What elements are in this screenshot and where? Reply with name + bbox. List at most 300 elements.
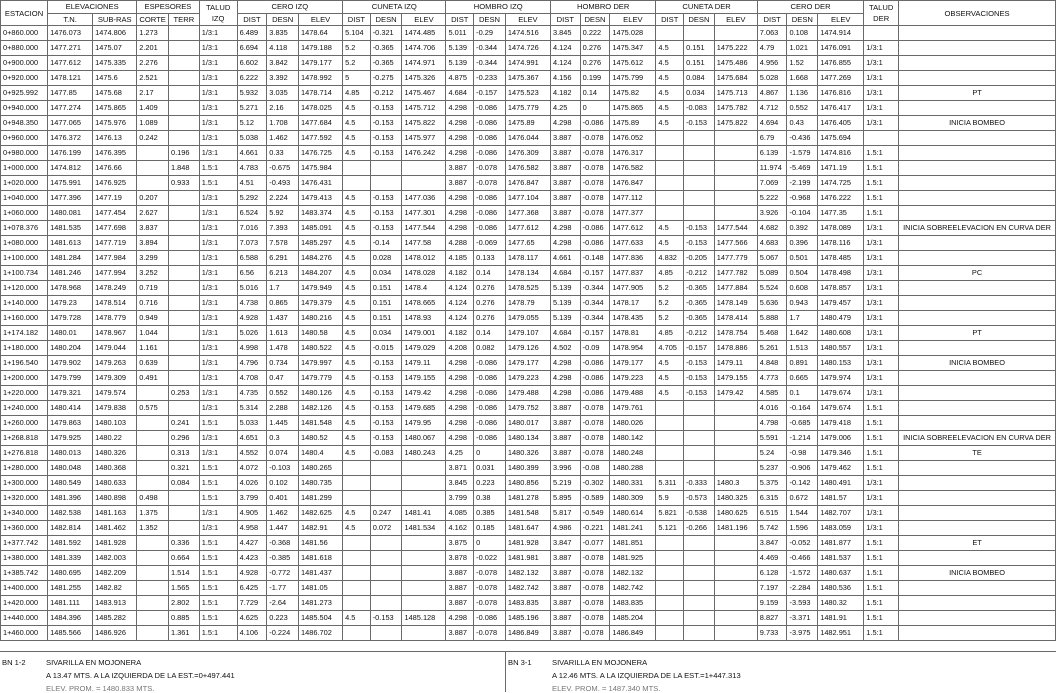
table-cell: 0.034 [370,266,402,281]
table-cell: 6.139 [757,146,787,161]
table-cell: 1476.073 [48,26,93,41]
col-desn: DESN [267,13,299,26]
table-cell: 4.298 [446,131,474,146]
table-cell: 1+377.742 [1,536,48,551]
table-cell: 1477.544 [402,221,446,236]
table-cell: 1.5:1 [864,161,899,176]
table-cell: 5.026 [237,326,267,341]
table-cell: 1477.58 [402,236,446,251]
table-cell: 3.887 [446,176,474,191]
table-cell: 1475.6 [93,71,137,86]
table-cell: 1+400.000 [1,581,48,596]
table-row [1,461,1056,476]
table-cell: 1477.592 [299,131,343,146]
table-cell [714,401,757,416]
table-cell: 7.063 [757,26,787,41]
table-cell [168,191,199,206]
col-dist: DIST [237,13,267,26]
table-cell: 1475.89 [610,116,656,131]
table-cell: 5.2 [656,281,684,296]
observation-cell [899,611,1056,626]
table-cell: 1/3:1 [199,251,237,266]
table-cell [168,101,199,116]
table-cell: -0.078 [580,191,610,206]
table-cell: 1477.112 [610,191,656,206]
table-cell: 1479.42 [402,386,446,401]
observation-cell [899,296,1056,311]
table-cell: -0.333 [684,476,715,491]
table-cell [656,581,684,596]
table-cell: 1477.036 [402,191,446,206]
table-cell: 1.478 [267,341,299,356]
table-cell: 1+360.000 [1,521,48,536]
table-cell: 1479.974 [818,371,864,386]
table-cell: -0.078 [580,206,610,221]
col-elev: ELEV [505,13,550,26]
table-cell: 1477.612 [48,56,93,71]
table-cell: 1475.694 [818,131,864,146]
table-cell: 1479.379 [299,296,343,311]
table-cell: 0.336 [168,536,199,551]
table-cell: 1482.91 [299,521,343,536]
table-cell [684,581,715,596]
benchmark-left [0,652,506,692]
table-cell: 1477.779 [714,251,757,266]
table-cell: 3.887 [550,206,580,221]
table-cell: -0.086 [580,386,610,401]
table-cell: 4.5 [343,356,371,371]
table-cell: 1.273 [137,26,169,41]
table-cell: 1475.612 [610,56,656,71]
table-cell: -0.078 [580,401,610,416]
table-cell [684,596,715,611]
table-cell: 3.887 [550,176,580,191]
table-cell: -3.593 [787,596,818,611]
table-cell: 1479.418 [818,416,864,431]
table-cell: 1477.396 [48,191,93,206]
table-cell: -0.157 [474,86,506,101]
observation-cell: INICIA BOMBEO [899,566,1056,581]
table-cell: 1478.249 [93,281,137,296]
table-cell: 4.958 [237,521,267,536]
table-cell: 1475.467 [402,86,446,101]
table-cell: 1480.126 [299,386,343,401]
table-cell: 2.521 [137,71,169,86]
table-cell [714,566,757,581]
table-cell [168,491,199,506]
table-cell: 1471.19 [818,161,864,176]
table-cell: 1481.299 [299,491,343,506]
table-cell: 1+078.376 [1,221,48,236]
observation-cell [899,506,1056,521]
table-row [1,491,1056,506]
table-row [1,116,1056,131]
table-cell: 1.5:1 [864,176,899,191]
table-cell: 1482.814 [48,521,93,536]
table-row [1,326,1056,341]
table-cell: 1483.059 [818,521,864,536]
table-row [1,401,1056,416]
table-cell: 4.5 [656,356,684,371]
table-cell: -0.153 [370,431,402,446]
table-cell [370,626,402,641]
table-cell: 0.885 [168,611,199,626]
table-cell: 3.887 [550,401,580,416]
table-cell: 1480.522 [299,341,343,356]
table-cell [137,446,169,461]
table-cell: 1477.35 [818,206,864,221]
table-cell [684,26,715,41]
table-cell [168,401,199,416]
group-elevaciones: ELEVACIONES [48,1,137,14]
table-cell: 4.5 [656,71,684,86]
table-cell: 4.298 [446,371,474,386]
table-cell: 1478.886 [714,341,757,356]
table-cell: 1.5:1 [864,596,899,611]
table-cell: 1/3:1 [199,146,237,161]
table-cell: 4.5 [343,101,371,116]
table-cell: 4.5 [656,386,684,401]
table-cell: 1479.799 [48,371,93,386]
col-elev: ELEV [714,13,757,26]
observation-cell [899,521,1056,536]
table-cell [656,131,684,146]
table-cell: 1/3:1 [864,266,899,281]
table-cell: 3.878 [446,551,474,566]
table-cell: -0.086 [474,386,506,401]
table-cell: -0.078 [580,431,610,446]
table-cell: 5.311 [656,476,684,491]
table-cell: 1477.274 [48,101,93,116]
table-cell: 3.847 [550,536,580,551]
observation-cell: INICIA BOMBEO [899,356,1056,371]
observation-cell [899,161,1056,176]
table-cell: 4.796 [237,356,267,371]
table-cell: 1480.536 [818,581,864,596]
table-cell [168,311,199,326]
table-cell: 1+080.000 [1,236,48,251]
table-cell: 1/3:1 [864,86,899,101]
table-cell: -0.153 [684,221,715,236]
table-cell: 8.827 [757,611,787,626]
table-cell: 0+960.000 [1,131,48,146]
table-cell: 0.276 [474,296,506,311]
table-cell: 1.7 [787,311,818,326]
table-cell: 1477.454 [93,206,137,221]
table-cell: 1481.537 [818,551,864,566]
table-cell: 1.089 [137,116,169,131]
table-cell: 1478.64 [299,26,343,41]
table-cell: 4.661 [550,251,580,266]
table-cell: 1479.188 [299,41,343,56]
table-cell: 1477.271 [48,41,93,56]
observation-cell [899,146,1056,161]
table-cell: -0.078 [474,176,506,191]
table-cell: -0.98 [787,446,818,461]
table-cell: 1/3:1 [199,506,237,521]
table-cell: 0.47 [267,371,299,386]
table-cell: 1.5:1 [199,581,237,596]
table-cell: 1480.048 [48,461,93,476]
table-cell: -0.153 [370,221,402,236]
table-cell: 1476.242 [402,146,446,161]
table-cell: 1479.752 [505,401,550,416]
table-cell: 0.664 [168,551,199,566]
table-cell: 1+460.000 [1,626,48,641]
table-cell: 6.588 [237,251,267,266]
table-cell: -0.086 [580,356,610,371]
table-cell: 1478.525 [505,281,550,296]
table-cell: 1480.013 [48,446,93,461]
table-cell: 1480.491 [818,476,864,491]
table-cell [168,86,199,101]
table-cell [137,536,169,551]
table-cell: 1+140.000 [1,296,48,311]
table-cell: 1479.223 [610,371,656,386]
table-cell: -0.086 [474,146,506,161]
table-cell [684,626,715,641]
table-row [1,581,1056,596]
table-cell: 5.033 [237,416,267,431]
table-cell: 1480.204 [48,341,93,356]
table-cell: 4.5 [656,221,684,236]
table-cell: 0.608 [787,281,818,296]
table-cell: 0.241 [168,416,199,431]
table-cell: 5.139 [550,311,580,326]
table-cell: 1481.246 [48,266,93,281]
table-cell: 6.213 [267,266,299,281]
table-cell: 3.887 [446,596,474,611]
table-cell: 1478.149 [714,296,757,311]
table-cell: 1475.991 [48,176,93,191]
table-cell: 1475.326 [402,71,446,86]
table-cell: -0.078 [580,416,610,431]
table-cell: 1+280.000 [1,461,48,476]
table-cell: 1+385.742 [1,566,48,581]
table-cell: 1481.163 [93,506,137,521]
table-cell: 1474.516 [505,26,550,41]
table-cell: 1480.331 [610,476,656,491]
observation-cell [899,41,1056,56]
table-cell: 5.2 [656,296,684,311]
table-cell: 4.5 [656,116,684,131]
table-cell: 0.084 [168,476,199,491]
table-cell: 1/3:1 [199,326,237,341]
table-cell [864,26,899,41]
table-cell: 0.028 [370,251,402,266]
table-row [1,221,1056,236]
table-cell: 1479.462 [818,461,864,476]
table-cell: 3.887 [446,566,474,581]
table-cell [370,176,402,191]
table-cell: -0.153 [370,386,402,401]
table-cell: 3.887 [550,416,580,431]
table-row [1,131,1056,146]
table-cell: 2.288 [267,401,299,416]
table-cell: 0.074 [267,446,299,461]
table-cell [168,266,199,281]
table-cell: 1481.613 [48,236,93,251]
table-cell [168,251,199,266]
table-cell: 1482.707 [818,506,864,521]
table-cell: 0.865 [267,296,299,311]
table-cell: 1479.126 [505,341,550,356]
table-cell [370,551,402,566]
table-row [1,356,1056,371]
table-cell: 1477.612 [610,221,656,236]
table-cell: -0.086 [474,116,506,131]
table-cell: 1+340.000 [1,506,48,521]
table-cell: 1477.782 [714,266,757,281]
table-cell [656,536,684,551]
table-cell: 5.375 [757,476,787,491]
table-cell: 1480.081 [48,206,93,221]
col-dist: DIST [343,13,371,26]
table-cell: 0.151 [684,56,715,71]
table-cell: 1477.368 [505,206,550,221]
col-dist: DIST [757,13,787,26]
table-cell: 1/3:1 [864,491,899,506]
table-cell: 1485.091 [299,221,343,236]
table-cell: 3.926 [757,206,787,221]
table-cell: -0.153 [370,146,402,161]
table-cell: 1/3:1 [199,26,237,41]
table-cell: 1479.838 [93,401,137,416]
table-cell: -0.675 [267,161,299,176]
table-cell [402,626,446,641]
table-row [1,191,1056,206]
table-cell: 1482.742 [505,581,550,596]
table-cell: 1.5:1 [864,416,899,431]
table-cell: 1.5:1 [864,446,899,461]
table-cell: 5.104 [343,26,371,41]
observation-cell: INICIA SOBREELEVACION EN CURVA DER [899,221,1056,236]
benchmark-footer [0,651,1056,692]
table-cell: 1.5:1 [199,491,237,506]
table-cell [370,536,402,551]
table-cell: 1476.052 [610,131,656,146]
table-cell: 1476.925 [93,176,137,191]
table-cell: -0.153 [370,191,402,206]
table-cell [370,596,402,611]
table-cell [370,461,402,476]
table-cell: 6.694 [237,41,267,56]
table-row [1,236,1056,251]
table-cell [656,596,684,611]
table-cell [402,161,446,176]
table-cell: 0.665 [787,371,818,386]
table-cell: -0.344 [474,41,506,56]
table-cell: 1/3:1 [199,41,237,56]
table-cell: -0.385 [267,551,299,566]
table-cell: 1479.155 [402,371,446,386]
table-cell: 0.223 [474,476,506,491]
table-cell: 1485.196 [505,611,550,626]
observation-cell [899,476,1056,491]
table-cell: -0.083 [370,446,402,461]
table-cell: 1477.905 [610,281,656,296]
table-cell: 1480.735 [299,476,343,491]
table-row [1,56,1056,71]
table-cell: 0.242 [137,131,169,146]
table-cell: 1478.117 [505,251,550,266]
observation-cell [899,251,1056,266]
table-cell: -1.579 [787,146,818,161]
table-cell: 1479.177 [610,356,656,371]
table-cell: 4.298 [446,101,474,116]
table-cell: 2.627 [137,206,169,221]
table-cell: 1479.42 [714,386,757,401]
table-cell: 4.298 [446,116,474,131]
table-row [1,41,1056,56]
table-cell [343,491,371,506]
table-cell: 4.85 [656,266,684,281]
table-cell: 1480.637 [818,566,864,581]
table-cell: 0.716 [137,296,169,311]
table-cell: 1.447 [267,521,299,536]
col-dist: DIST [550,13,580,26]
table-cell: 1481.462 [93,521,137,536]
table-cell: 1478.779 [93,311,137,326]
table-cell [656,566,684,581]
table-cell: 0.891 [787,356,818,371]
table-cell: 4.182 [446,326,474,341]
col-subras: SUB-RAS [93,13,137,26]
table-cell: -0.224 [267,626,299,641]
table-cell: 3.799 [446,491,474,506]
table-cell: 1481.877 [818,536,864,551]
table-cell: 1.5:1 [864,146,899,161]
table-cell: -0.08 [580,461,610,476]
table-cell: 5.821 [656,506,684,521]
table-cell: 4.986 [550,521,580,536]
table-cell: -0.078 [474,596,506,611]
table-cell: 1481.278 [505,491,550,506]
table-cell: 3.887 [550,581,580,596]
table-cell: 0.276 [474,311,506,326]
table-cell: 4.928 [237,566,267,581]
table-cell: 1479.001 [402,326,446,341]
table-cell: 1478.514 [93,296,137,311]
table-cell: 1+440.000 [1,611,48,626]
table-cell: 4.185 [446,251,474,266]
table-cell [684,416,715,431]
table-cell: 1482.742 [610,581,656,596]
table-cell: 5.2 [343,41,371,56]
table-cell: -0.153 [370,356,402,371]
table-cell: 1.5:1 [864,566,899,581]
table-cell: 5.261 [757,341,787,356]
table-cell: 3.035 [267,86,299,101]
table-cell: 3.871 [446,461,474,476]
table-cell: 5.219 [550,476,580,491]
observation-cell [899,311,1056,326]
table-cell: 0.639 [137,356,169,371]
observation-cell [899,236,1056,251]
table-cell: -0.302 [580,476,610,491]
table-cell: 1.596 [787,521,818,536]
table-cell: 1480.3 [714,476,757,491]
table-cell: 5.24 [757,446,787,461]
table-cell: 5.2 [656,311,684,326]
observation-cell: ET [899,536,1056,551]
table-cell: 1478.665 [402,296,446,311]
table-cell: 5.139 [446,41,474,56]
table-cell: 4.5 [343,296,371,311]
table-cell: 0.034 [684,86,715,101]
table-cell: 7.393 [267,221,299,236]
group-hombro-izq: HOMBRO IZQ [446,1,550,14]
